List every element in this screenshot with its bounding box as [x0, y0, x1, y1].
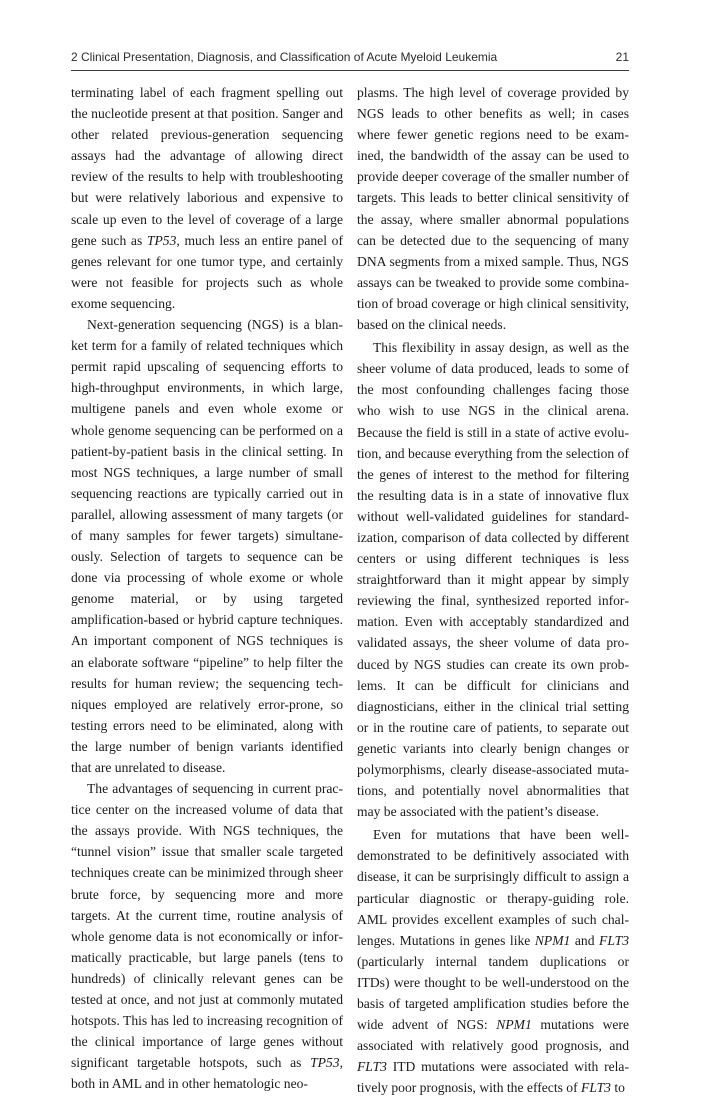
text-run: mutations were associated with relatively good prognosis, and	[357, 1017, 629, 1054]
paragraph: plasms. The high level of coverage provided by NGS leads to other benefits as well; in cases where fewer genetic regions need to be examined, the bandwidth of the assay can be used to provide deeper coverage of the smaller number of targets. This leads to better clinical sensitivity of the assay, where smaller abnormal populations can be detected due to the sequencing of many DNA segments from a mixed sample. Thus, NGS assays can be tweaked to provide some combination of broad coverage or high clinical sensitivity, based on the clinical needs.	[357, 85, 629, 333]
paragraph	[71, 778, 343, 1094]
text-run: , much less an entire panel of genes relevant for one tumor type, and certainly were not feasible for projects such as whole exome sequencing.	[71, 232, 343, 311]
text-run: to	[610, 1080, 625, 1096]
running-header	[71, 50, 629, 66]
running-title: 2 Clinical Presentation, Diagnosis, and Classification of Acute Myeloid Leukemia	[71, 50, 498, 64]
text-run: Even for mutations that have been well-demonstrated to be definitively associated with disease, it can be surprisingly difficult to assign a particular diagnostic or therapy-guiding role. AML provides excellent examples of such challenges. Mutations in genes like	[357, 827, 629, 948]
gene-name: FLT3	[581, 1080, 611, 1096]
right-column	[357, 82, 629, 1099]
text-run: ITD mutations were associated with relatively poor prognosis, with the effects of	[357, 1059, 629, 1096]
gene-name: NPM1	[496, 1017, 532, 1033]
page-number: 21	[615, 50, 629, 64]
text-run: and	[570, 932, 600, 948]
paragraph: This flexibility in assay design, as well as the sheer volume of data produced, leads to some of the most confounding challenges facing those who wish to use NGS in the clinical arena. Because the field is still in a state of active evolution, and because everything from the selection of the genes of interest to the method for filtering the resulting data is in a state of innovative flux without well-validated guidelines for standardization, comparison of data collected by different centers or using different techniques is less straightforward than it might appear by simply reviewing the final, synthesized reported information. Even with acceptably standardized and validated assays, the sheer volume of data produced by NGS studies can create its own problems. It can be difficult for clinicians and diagnosticians, either in the clinical trial setting or in the routine care of patients, to separate out genetic variants into clearly benign changes or polymorphisms, clearly disease-associated mutations, and potentially novel abnormalities that may be associated with the patient’s disease.	[357, 340, 629, 820]
text-run: terminating label of each fragment spelling out the nucleotide present at that position. Sanger and other related previous-generation sequencing assays had the advantage of allowing direct review of the results to help with troubleshooting but were relatively laborious and expensive to scale up even to the level of coverage of a large gene such as	[71, 85, 343, 248]
gene-name: FLT3	[357, 1059, 387, 1075]
gene-name: FLT3	[599, 932, 629, 948]
gene-name: NPM1	[534, 932, 571, 948]
text-run: , both in AML and in other hematologic neo-	[71, 1055, 343, 1092]
gene-name: TP53	[146, 232, 177, 248]
text-run: (particularly internal tandem duplications or ITDs) were thought to be well-understood on the basis of targeted amplification studies before the wide advent of NGS:	[357, 953, 629, 1033]
gene-name: TP53	[310, 1055, 340, 1071]
left-column	[71, 82, 343, 1095]
header-rule	[71, 70, 629, 71]
paragraph	[71, 82, 343, 314]
paragraph	[357, 824, 629, 1098]
paragraph: Next-generation sequencing (NGS) is a blanket term for a family of related techniques which permit rapid upscaling of sequencing efforts to high-throughput environments, in which large, multigene panels and even whole exome or whole genome sequencing can be performed on a patient-by-patient basis in the clinical setting. In most NGS techniques, a large number of small sequencing reactions are typically carried out in parallel, allowing assessment of many targets (or of many samples for fewer targets) simultaneously. Selection of targets to sequence can be done via processing of whole exome or whole genome material, or by using targeted amplification-based or hybrid capture techniques. An important component of NGS techniques is an elaborate software “pipeline” to help filter the results for human review; the sequencing techniques employed are relatively error-prone, so testing errors need to be eliminated, along with the large number of benign variants identified that are unrelated to disease.	[71, 317, 343, 775]
text-run: The advantages of sequencing in current practice center on the increased volume of data that the assays provide. With NGS techniques, the “tunnel vision” issue that smaller scale targeted techniques create can be minimized through sheer brute force, by sequencing more and more targets. At the current time, routine analysis of whole genome data is not economically or informatically practicable, but large panels (tens to hundreds) of clinically relevant genes can be tested at once, and not just at commonly mutated hotspots. This has led to increasing recognition of the clinical importance of large genes without significant targetable hotspots, such as	[71, 781, 343, 1071]
